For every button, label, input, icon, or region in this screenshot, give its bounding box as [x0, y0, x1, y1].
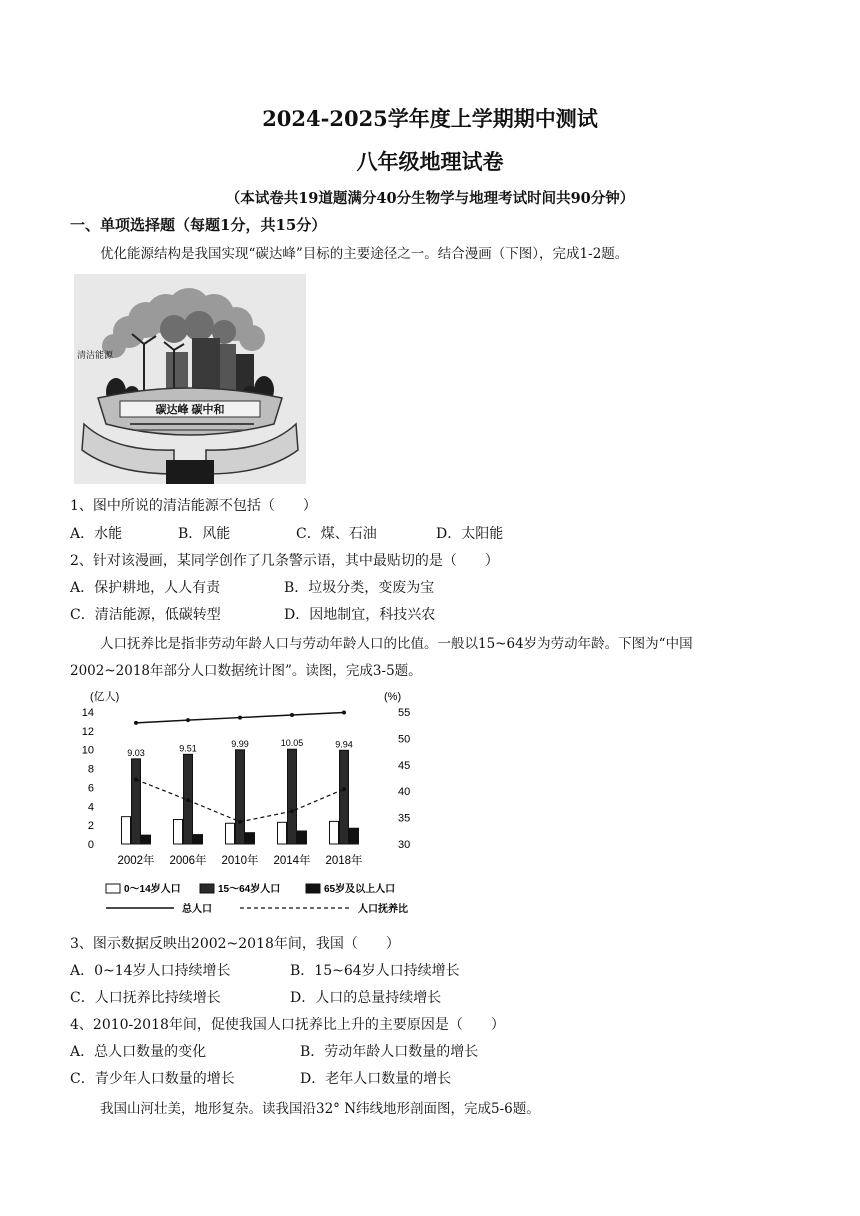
q1-option-a[interactable]: A．水能	[70, 526, 123, 542]
legend-label: 人口抚养比	[358, 904, 408, 915]
bar-mark	[236, 750, 245, 844]
q3-option-c[interactable]: C．人口抚养比持续增长	[70, 990, 221, 1006]
exam-title: 2024-2025学年度上学期期中测试	[262, 106, 598, 131]
section-heading: 一、单项选择题（每题1分，共15分）	[70, 216, 327, 234]
q2-option-c[interactable]: C．清洁能源，低碳转型	[70, 607, 221, 623]
q4-option-a[interactable]: A．总人口数量的变化	[70, 1044, 207, 1060]
y-left-tick-label: 2	[87, 820, 94, 833]
y-right-tick-label: 30	[398, 839, 411, 851]
q1-option-c[interactable]: C．煤、石油	[296, 526, 377, 542]
clean-energy-cartoon	[74, 274, 306, 484]
q2-option-b[interactable]: B．垃圾分类，变废为宝	[284, 580, 435, 596]
bar-mark	[350, 828, 359, 844]
bar-value-label: 9.99	[231, 738, 249, 749]
x-tick-label: 2014年	[273, 855, 311, 867]
intro-q5-6: 我国山河壮美，地形复杂。读我国沿32° N纬线地形剖面图，完成5-6题。	[100, 1101, 540, 1117]
cartoon-side-label: 清洁能源	[77, 350, 114, 360]
series-point	[186, 798, 190, 802]
bar-mark	[340, 750, 349, 844]
q4-stem: 4、2010-2018年间，促使我国人口抚养比上升的主要原因是（ ）	[70, 1017, 505, 1033]
bar-mark	[246, 833, 255, 844]
x-tick-label: 2006年	[169, 855, 207, 867]
series-point	[186, 718, 190, 722]
series-point	[342, 787, 346, 791]
y-right-tick-label: 50	[398, 733, 411, 746]
legend-label: 0～14岁人口	[124, 884, 181, 895]
series-point	[238, 820, 242, 824]
bar-mark	[330, 821, 339, 844]
legend-swatch	[106, 884, 120, 893]
y-right-tick-label: 35	[398, 812, 411, 825]
intro-q3-5-line1: 人口抚养比是指非劳动年龄人口与劳动年龄人口的比值。一般以15~64岁为劳动年龄。下图为“中国	[100, 636, 693, 652]
y-right-tick-label: 45	[398, 759, 411, 772]
y-left-tick-label: 12	[81, 725, 94, 738]
bar-mark	[298, 831, 307, 844]
q3-option-a[interactable]: A．0~14岁人口持续增长	[70, 963, 231, 979]
bar-mark	[288, 749, 297, 844]
bar-mark	[122, 817, 131, 844]
series-point	[134, 721, 138, 725]
q3-option-b[interactable]: B．15~64岁人口持续增长	[290, 963, 460, 979]
y-left-axis-label: (亿人)	[90, 691, 120, 703]
bar-mark	[142, 835, 151, 844]
bar-mark	[174, 819, 183, 844]
exam-subtitle: 八年级地理试卷	[356, 149, 504, 174]
q3-stem: 3、图示数据反映出2002~2018年间，我国（ ）	[70, 936, 400, 952]
q4-option-c[interactable]: C．青少年人口数量的增长	[70, 1071, 235, 1087]
x-tick-label: 2002年	[117, 855, 155, 867]
y-left-tick-label: 14	[81, 707, 94, 719]
q1-option-b[interactable]: B．风能	[178, 526, 231, 542]
q4-option-b[interactable]: B．劳动年龄人口数量的增长	[300, 1044, 479, 1060]
q1-option-d[interactable]: D．太阳能	[436, 526, 504, 542]
q3-option-d[interactable]: D．人口的总量持续增长	[290, 990, 442, 1006]
bar-mark	[194, 835, 203, 844]
intro-q1-2: 优化能源结构是我国实现“碳达峰”目标的主要途径之一。结合漫画（下图），完成1-2题。	[100, 246, 629, 262]
legend-label: 总人口	[182, 904, 212, 915]
x-tick-label: 2010年	[221, 855, 259, 867]
legend-swatch	[200, 884, 214, 893]
x-tick-label: 2018年	[325, 855, 363, 867]
legend-label: 15～64岁人口	[218, 884, 281, 895]
series-point	[134, 778, 138, 782]
exam-note: （本试卷共19道题满分40分生物学与地理考试时间共90分钟）	[225, 190, 635, 207]
intro-q3-5-line2: 2002~2018年部分人口数据统计图”。读图，完成3-5题。	[70, 663, 422, 679]
y-left-tick-label: 10	[81, 744, 94, 757]
q4-option-d[interactable]: D．老年人口数量的增长	[300, 1071, 452, 1087]
bar-value-label: 9.94	[335, 739, 353, 750]
series-point	[290, 809, 294, 813]
y-right-tick-label: 55	[398, 707, 411, 719]
bar-mark	[132, 759, 141, 844]
y-left-tick-label: 6	[87, 782, 94, 795]
y-left-tick-label: 8	[87, 763, 94, 776]
q1-stem: 1、图中所说的清洁能源不包括（ ）	[70, 498, 317, 514]
series-point	[290, 713, 294, 717]
legend-label: 65岁及以上人口	[324, 884, 396, 895]
series-point	[342, 710, 346, 714]
legend-swatch	[306, 884, 320, 893]
q2-stem: 2、针对该漫画，某同学创作了几条警示语，其中最贴切的是（ ）	[70, 553, 499, 569]
y-left-tick-label: 4	[87, 801, 94, 814]
bar-mark	[226, 823, 235, 844]
q2-option-d[interactable]: D．因地制宜，科技兴农	[284, 607, 436, 623]
y-right-tick-label: 40	[398, 786, 411, 799]
bar-value-label: 9.03	[127, 747, 145, 758]
q2-option-a[interactable]: A．保护耕地，人人有责	[70, 580, 221, 596]
series-point	[238, 716, 242, 720]
y-left-tick-label: 0	[87, 839, 94, 851]
y-right-axis-label: (%)	[384, 691, 402, 703]
bar-mark	[278, 822, 287, 844]
population-chart	[70, 686, 440, 922]
cartoon-banner-text: 碳达峰 碳中和	[155, 404, 225, 416]
bar-value-label: 9.51	[179, 743, 197, 754]
bar-value-label: 10.05	[280, 738, 304, 749]
